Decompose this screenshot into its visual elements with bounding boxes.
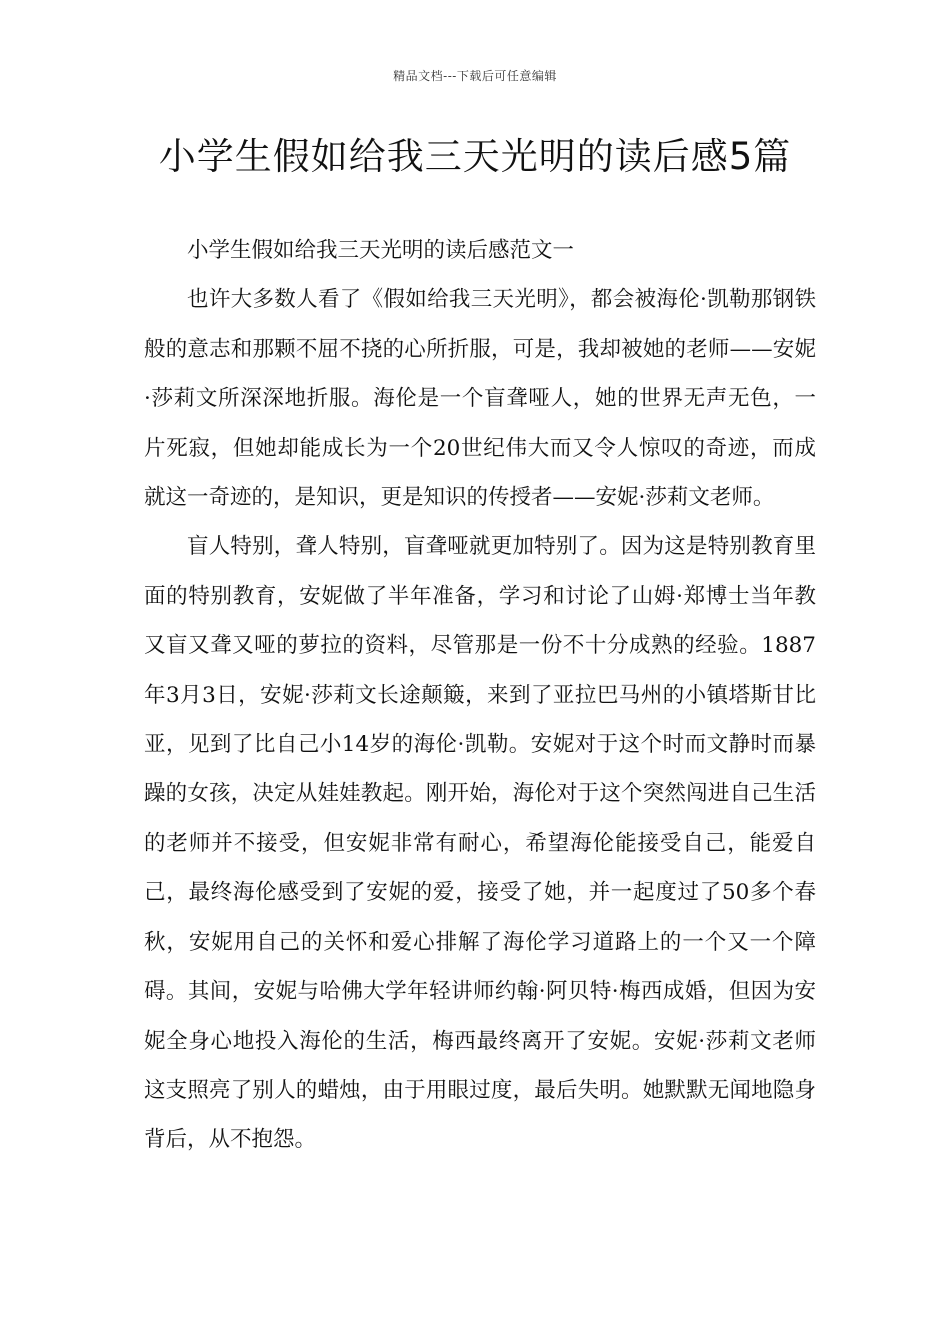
section-heading: 小学生假如给我三天光明的读后感范文一: [187, 238, 575, 263]
document-body: [144, 226, 816, 1165]
header-note: 精品文档---下载后可任意编辑: [393, 69, 557, 83]
paragraph-2: 盲人特别，聋人特别，盲聋哑就更加特别了。因为这是特别教育里面的特别教育，安妮做了半年准备，学习和讨论了山姆·郑博士当年教又盲又聋又哑的萝拉的资料，尽管那是一份不十分成熟的经验。1887年3月3日，安妮·莎莉文长途颠簸，来到了亚拉巴马州的小镇塔斯甘比亚，见到了比自己小14岁的海伦·凯勒。安妮对于这个时而文静时而暴躁的女孩，决定从娃娃教起。刚开始，海伦对于这个突然闯进自己生活的老师并不接受，但安妮非常有耐心，希望海伦能接受自己，能爱自己，最终海伦感受到了安妮的爱，接受了她，并一起度过了50多个春秋，安妮用自己的关怀和爱心排解了海伦学习道路上的一个又一个障碍。其间，安妮与哈佛大学年轻讲师约翰·阿贝特·梅西成婚，但因为安妮全身心地投入海伦的生活，梅西最终离开了安妮。安妮·莎莉文老师这支照亮了别人的蜡烛，由于用眼过度，最后失明。她默默无闻地隐身背后，从不抱怨。: [144, 534, 816, 1153]
document-title: 小学生假如给我三天光明的读后感5篇: [158, 135, 792, 178]
paragraph-1: 也许大多数人看了《假如给我三天光明》，都会被海伦·凯勒那钢铁般的意志和那颗不屈不挠的心所折服，可是，我却被她的老师——安妮·莎莉文所深深地折服。海伦是一个盲聋哑人，她的世界无声无色，一片死寂，但她却能成长为一个20世纪伟大而又令人惊叹的奇迹，而成就这一奇迹的，是知识，更是知识的传授者——安妮·莎莉文老师。: [144, 287, 816, 511]
